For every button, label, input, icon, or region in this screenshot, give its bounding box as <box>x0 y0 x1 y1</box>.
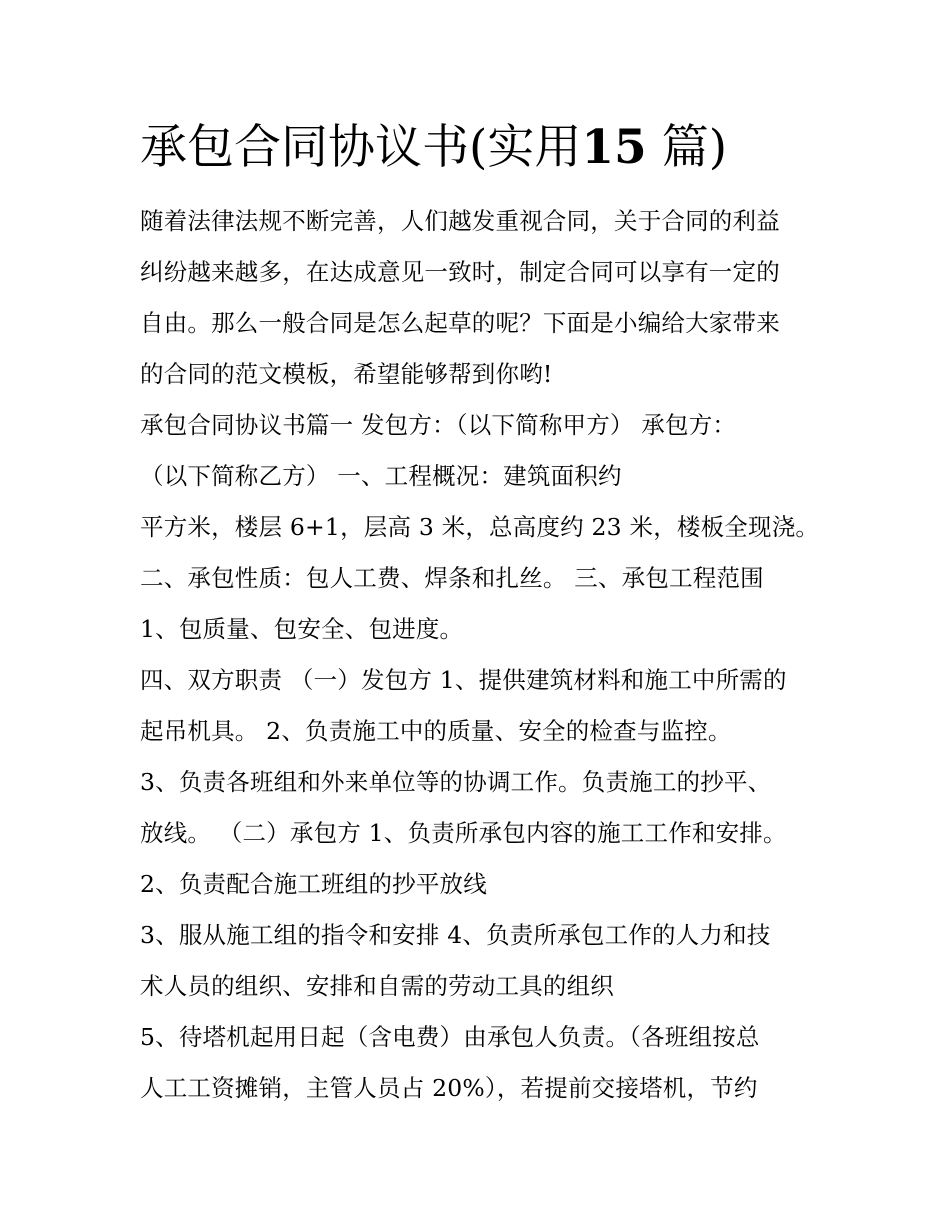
document-body <box>140 196 830 1114</box>
title-tail: 篇) <box>661 120 728 175</box>
body-line: 3、负责各班组和外来单位等的协调工作。负责施工的抄平、 <box>140 768 772 796</box>
title-main: 承包合同协议书(实用 <box>140 120 582 175</box>
title-number: 15 <box>581 120 647 175</box>
body-line: 自由。那么一般合同是怎么起草的呢？下面是小编给大家带来 <box>140 309 780 337</box>
body-line: 起吊机具。 2、负责施工中的质量、安全的检查与监控。 <box>140 717 732 745</box>
body-line: 1、包质量、包安全、包进度。 <box>140 615 464 643</box>
body-line: 人工工资摊销，主管人员占 20%），若提前交接塔机，节约 <box>140 1074 758 1102</box>
body-line: 5、待塔机起用日起（含电费）由承包人负责。（各班组按总 <box>140 1023 760 1051</box>
body-line: 的合同的范文模板，希望能够帮到你哟! <box>140 360 553 388</box>
body-line: 术人员的组织、安排和自需的劳动工具的组织 <box>140 972 614 1000</box>
body-line: 2、负责配合施工班组的抄平放线 <box>140 870 487 898</box>
body-line: 四、双方职责 （一）发包方 1、提供建筑材料和施工中所需的 <box>140 666 787 694</box>
body-line: 二、承包性质：包人工费、焊条和扎丝。 三、承包工程范围 <box>140 564 764 592</box>
body-line: 纠纷越来越多，在达成意见一致时，制定合同可以享有一定的 <box>140 258 780 286</box>
body-line: 承包合同协议书篇一 发包方：（以下简称甲方） 承包方： <box>140 411 737 439</box>
body-line: 放线。 （二）承包方 1、负责所承包内容的施工工作和安排。 <box>140 819 787 847</box>
body-line: （以下简称乙方） 一、工程概况：建筑面积约 <box>140 462 622 490</box>
document-title <box>140 116 840 180</box>
body-line: 随着法律法规不断完善，人们越发重视合同，关于合同的利益 <box>140 207 780 235</box>
body-line: 平方米，楼层 6+1，层高 3 米，总高度约 23 米，楼板全现浇。 <box>140 513 820 541</box>
body-line: 3、服从施工组的指令和安排 4、负责所承包工作的人力和技 <box>140 921 771 949</box>
